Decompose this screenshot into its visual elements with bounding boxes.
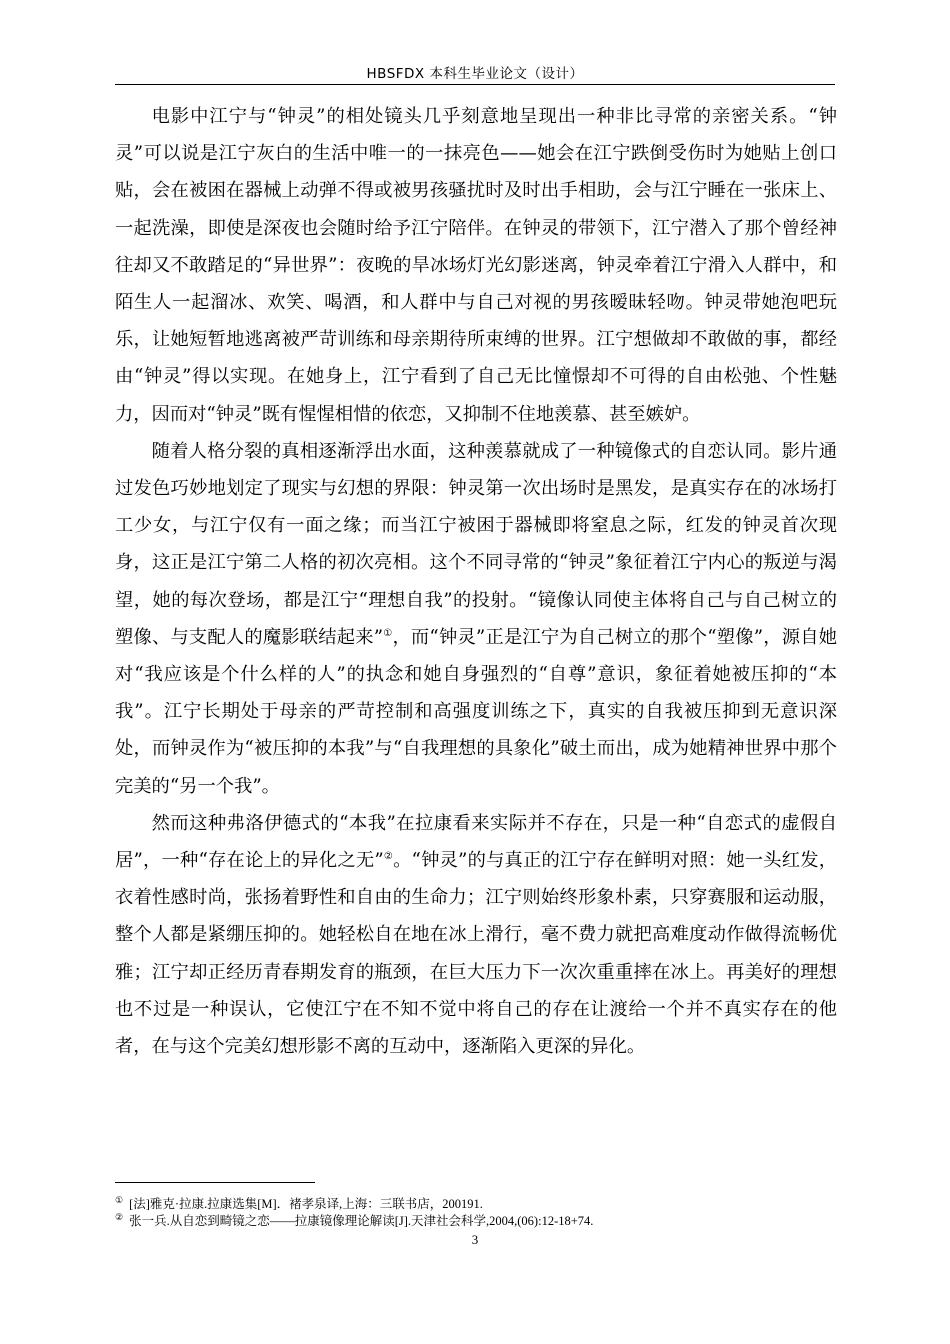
running-header: HBSFDX 本科生毕业论文（设计）	[366, 66, 584, 82]
paragraph-3-text-a: 然而这种弗洛伊德式的“本我”在拉康看来实际并不存在，只是一种“自恋式的虚假自居”，一种“存在论上的异化之无”	[115, 812, 837, 872]
footnote-ref-1[interactable]: ①	[383, 627, 393, 639]
page-number: 3	[471, 1232, 479, 1247]
footnote-1	[115, 1196, 835, 1213]
paragraph-1	[115, 98, 837, 433]
footnotes	[115, 1196, 835, 1230]
footnote-2	[115, 1213, 835, 1230]
footnote-1-text: [法]雅克·拉康.拉康选集[M]．褚孝泉译,上海：三联书店，200191.	[129, 1197, 483, 1211]
footnote-2-text: 张一兵.从自恋到畸镜之恋——拉康镜像理论解读[J].天津社会科学,2004,(06):12-18+74.	[129, 1214, 594, 1228]
footnote-2-mark: ②	[115, 1211, 124, 1222]
paragraph-3-text-b: 。“钟灵”的与真正的江宁存在鲜明对照：她一头红发，衣着性感时尚，张扬着野性和自由的生命力；江宁则始终形象朴素，只穿赛服和运动服，整个人都是紧绷压抑的。她轻松自在地在冰上滑行，毫不费力就把高难度动作做得流畅优雅；江宁却正经历青春期发育的瓶颈，在巨大压力下一次次重重摔在冰上。再美好的理想也不过是一种误认，它使江宁在不知不觉中将自己的存在让渡给一个并不真实存在的他者，在与这个完美幻想形影不离的互动中，逐渐陷入更深的异化。	[115, 850, 837, 1058]
paragraph-2	[115, 433, 837, 805]
footnote-divider	[115, 1182, 315, 1183]
paragraph-2-text-b: ，而“钟灵”正是江宁为自己树立的那个“塑像”，源自她对“我应该是个什么样的人”的执念和她自身强烈的“自尊”意识，象征着她被压抑的“本我”。江宁长期处于母亲的严苛控制和高强度训练之下，真实的自我被压抑到无意识深处，而钟灵作为“被压抑的本我”与“自我理想的具象化”破土而出，成为她精神世界中那个完美的“另一个我”。	[115, 626, 837, 797]
header-divider	[115, 84, 835, 85]
paragraph-3	[115, 805, 837, 1065]
paragraph-1-text: 电影中江宁与“钟灵”的相处镜头几乎刻意地呈现出一种非比寻常的亲密关系。“钟灵”可以说是江宁灰白的生活中唯一的一抹亮色——她会在江宁跌倒受伤时为她贴上创口贴，会在被困在器械上动弹不得或被男孩骚扰时及时出手相助，会与江宁睡在一张床上、一起洗澡，即使是深夜也会随时给予江宁陪伴。在钟灵的带领下，江宁潜入了那个曾经神往却又不敢踏足的“异世界”：夜晚的旱冰场灯光幻影迷离，钟灵牵着江宁滑入人群中，和陌生人一起溜冰、欢笑、喝酒，和人群中与自己对视的男孩暧昧轻吻。钟灵带她泡吧玩乐，让她短暂地逃离被严苛训练和母亲期待所束缚的世界。江宁想做却不敢做的事，都经由“钟灵”得以实现。在她身上，江宁看到了自己无比憧憬却不可得的自由松弛、个性魅力，因而对“钟灵”既有惺惺相惜的依恋，又抑制不住地羡慕、甚至嫉妒。	[115, 106, 837, 425]
footnote-ref-2[interactable]: ②	[383, 850, 394, 862]
footnote-1-mark: ①	[115, 1194, 124, 1205]
paragraph-2-text-a: 随着人格分裂的真相逐渐浮出水面，这种羡慕就成了一种镜像式的自恋认同。影片通过发色巧妙地划定了现实与幻想的界限：钟灵第一次出场时是黑发，是真实存在的冰场打工少女，与江宁仅有一面之缘；而当江宁被困于器械即将窒息之际，红发的钟灵首次现身，这正是江宁第二人格的初次亮相。这个不同寻常的“钟灵”象征着江宁内心的叛逆与渴望，她的每次登场，都是江宁“理想自我”的投射。“镜像认同使主体将自己与自己树立的塑像、与支配人的魔影联结起来”	[115, 440, 837, 648]
body-text	[115, 98, 837, 1065]
